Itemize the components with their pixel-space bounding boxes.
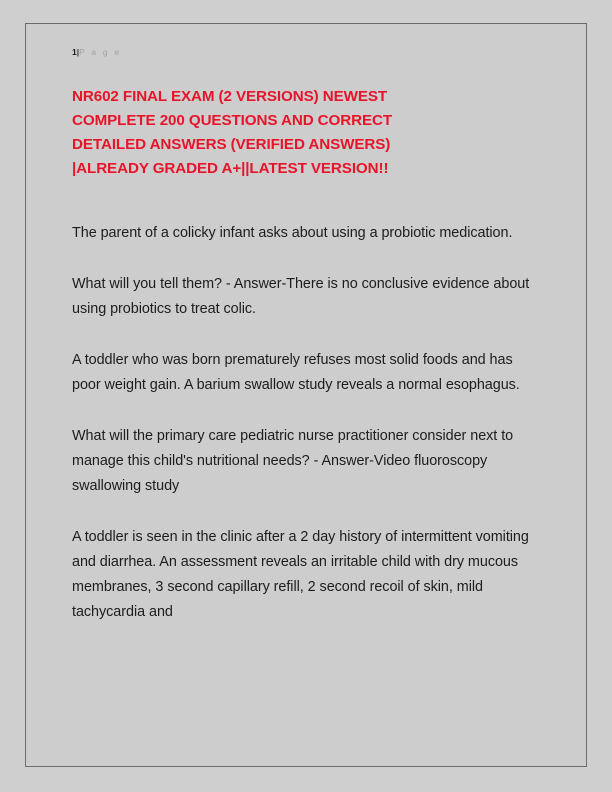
title-line-1: NR602 FINAL EXAM (2 VERSIONS) NEWEST <box>72 88 388 105</box>
question-paragraph: What will you tell them? - Answer-There is no conclusive evidence about using probiotics to treat colic. <box>72 276 530 317</box>
page-label: P a g e <box>79 47 122 57</box>
title-line-3: DETAILED ANSWERS (VERIFIED ANSWERS) <box>72 136 391 153</box>
title-line-2: COMPLETE 200 QUESTIONS AND CORRECT <box>72 112 393 129</box>
page-number-header <box>72 38 556 59</box>
question-paragraph: A toddler who was born prematurely refuses most solid foods and has poor weight gain. A barium swallow study reveals a normal esophagus. <box>72 352 520 393</box>
document-body <box>72 221 556 625</box>
question-paragraph: What will the primary care pediatric nurse practitioner consider next to manage this child's nutritional needs? - Answer-Video fluoroscopy swallowing study <box>72 428 514 494</box>
document-title <box>72 85 472 181</box>
page-content-area <box>26 24 586 766</box>
page-number: 1 <box>72 47 77 57</box>
page-number-separator: | <box>76 47 80 57</box>
question-paragraph: The parent of a colicky infant asks about using a probiotic medication. <box>72 225 513 241</box>
document-page <box>25 23 587 767</box>
title-line-4: |ALREADY GRADED A+||LATEST VERSION!! <box>72 160 389 177</box>
question-paragraph: A toddler is seen in the clinic after a 2 day history of intermittent vomiting and diarrhea. An assessment reveals an irritable child with dry mucous membranes, 3 second capillary refill, 2 second recoil of skin, mild tachycardia and <box>72 529 529 620</box>
